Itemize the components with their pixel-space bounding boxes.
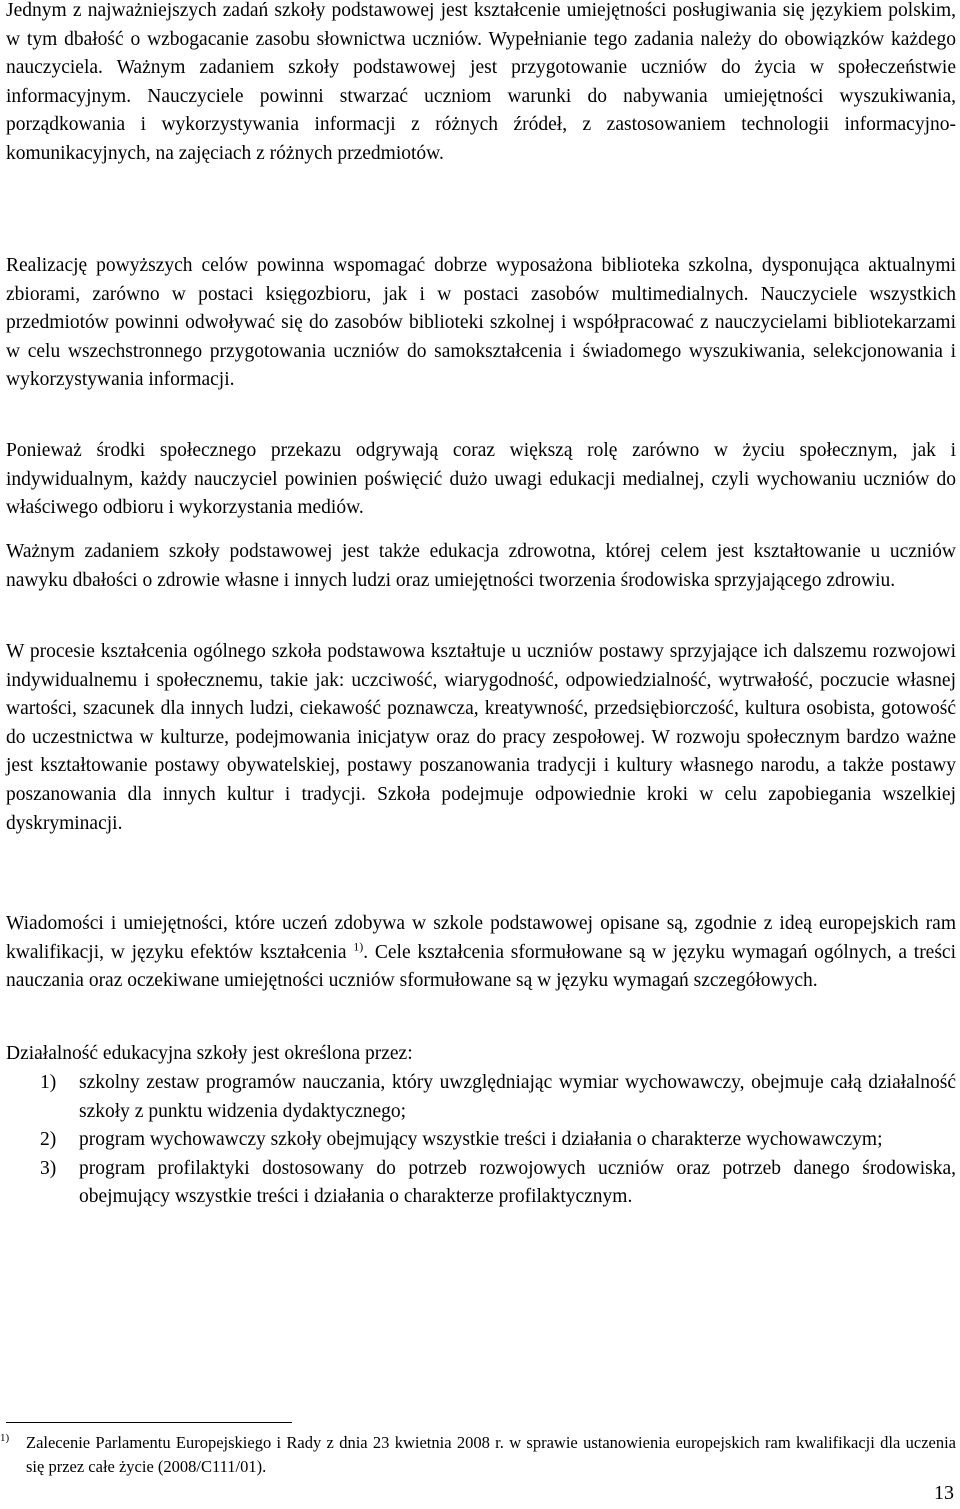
list-item	[6, 1069, 956, 1126]
paragraph-literacy-information-society: Jednym z najważniejszych zadań szkoły podstawowej jest kształcenie umiejętności posługiwania się językiem polskim, w tym dbałość o wzbogacanie zasobu słownictwa uczniów. Wypełnianie tego zadania należy do obowiązków każdego nauczyciela. Ważnym zadaniem szkoły podstawowej jest przygotowanie uczniów do życia w społeczeństwie informacyjnym. Nauczyciele powinni stwarzać uczniom warunki do nabywania umiejętności wyszukiwania, porządkowania i wykorzystywania informacji z różnych źródeł, z zastosowaniem technologii informacyjno-komunikacyjnych, na zajęciach z różnych przedmiotów.	[6, 0, 956, 164]
footnote-divider	[6, 1422, 292, 1423]
paragraph-attitudes: W procesie kształcenia ogólnego szkoła podstawowa kształtuje u uczniów postawy sprzyjające ich dalszemu rozwojowi indywidualnemu i społecznemu, takie jak: uczciwość, wiarygodność, odpowiedzialność, wytrwałość, poczucie własnej wartości, szacunek dla innych ludzi, ciekawość poznawcza, kreatywność, przedsiębiorczość, kultura osobista, gotowość do uczestnictwa w kulturze, podejmowania inicjatyw oraz do pracy zespołowej. W rozwoju społecznym bardzo ważne jest kształtowanie postawy obywatelskiej, postawy poszanowania tradycji i kultury własnego narodu, a także postawy poszanowania dla innych kultur i tradycji. Szkoła podejmuje odpowiednie kroki w celu zapobiegania wszelkiej dyskryminacji.	[6, 641, 956, 834]
footnote-text: Zalecenie Parlamentu Europejskiego i Rady z dnia 23 kwietnia 2008 r. w sprawie ustanowienia europejskich ram kwalifikacji dla uczenia się przez całe życie (2008/C111/01).	[26, 1433, 956, 1476]
footnote-mark: 1)	[0, 1432, 10, 1444]
paragraph-learning-outcomes	[6, 910, 956, 996]
paragraph-learning-outcomes-text-end: . Cele kształcenia sformułowane są w języku wymagań ogólnych, a treści nauczania oraz oczekiwane umiejętności uczniów sformułowane są w języku wymagań szczegółowych.	[6, 941, 957, 992]
page-number: 13	[934, 1482, 954, 1504]
list-item-number: 2)	[40, 1129, 57, 1151]
list-item-number: 1)	[40, 1072, 57, 1093]
list-item-text: program profilaktyki dostosowany do potrzeb rozwojowych uczniów oraz potrzeb danego środowiska, obejmujący wszystkie treści i działania o charakterze profilaktycznym.	[79, 1157, 956, 1208]
list-item-text: program wychowawczy szkoły obejmujący wszystkie treści i działania o charakterze wychowawczym;	[79, 1129, 883, 1151]
list-item-number: 3)	[40, 1157, 57, 1179]
list-item-text: szkolny zestaw programów nauczania, który uwzględniając wymiar wychowawczy, obejmuje całą działalność szkoły z punktu widzenia dydaktycznego;	[79, 1072, 956, 1122]
paragraph-media-education: Ponieważ środki społecznego przekazu odgrywają coraz większą rolę zarówno w życiu społecznym, jak i indywidualnym, każdy nauczyciel powinien poświęcić dużo uwagi edukacji medialnej, czyli wychowaniu uczniów do właściwego odbioru i wykorzystania mediów.	[6, 440, 956, 519]
footnote	[0, 1431, 956, 1479]
footnote-reference[interactable]: 1)	[353, 939, 364, 954]
paragraph-learning-outcomes-text-start: Wiadomości i umiejętności, które uczeń zdobywa w szkole podstawowej opisane są, zgodnie z ideą europejskich ram kwalifikacji, w języku efektów kształcenia	[6, 913, 956, 963]
paragraph-school-library: Realizację powyższych celów powinna wspomagać dobrze wyposażona biblioteka szkolna, dysponująca aktualnymi zbiorami, zarówno w postaci księgozbioru, jak i w postaci zasobów multimedialnych. Nauczyciele wszystkich przedmiotów powinni odwoływać się do zasobów biblioteki szkolnej i współpracować z nauczycielami bibliotekarzami w celu wszechstronnego przygotowania uczniów do samokształcenia i świadomego wyszukiwania, selekcjonowania i wykorzystywania informacji.	[6, 255, 956, 391]
paragraph-health-education: Ważnym zadaniem szkoły podstawowej jest także edukacja zdrowotna, której celem jest kształtowanie u uczniów nawyku dbałości o zdrowie własne i innych ludzi oraz umiejętności tworzenia środowiska sprzyjającego zdrowiu.	[6, 541, 956, 591]
list-item	[6, 1126, 956, 1155]
list-item	[6, 1155, 956, 1212]
activity-list	[6, 1069, 956, 1212]
list-intro: Działalność edukacyjna szkoły jest określona przez:	[6, 1043, 413, 1064]
